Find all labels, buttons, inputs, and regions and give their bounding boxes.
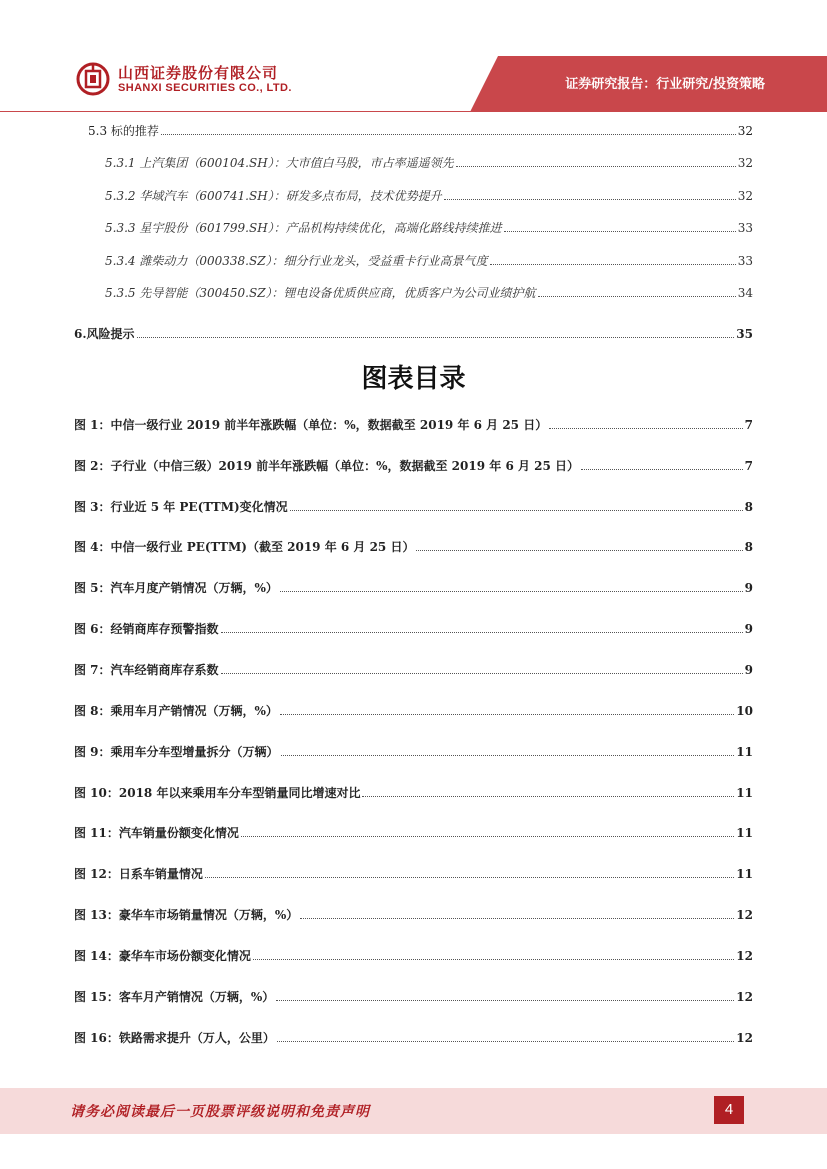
figure-entry-title: 图 6：经销商库存预警指数 <box>74 622 219 636</box>
leader-dots <box>253 959 734 960</box>
figure-entry-title: 图 4：中信一级行业 PE(TTM)（截至 2019 年 6 月 25 日） <box>74 540 415 554</box>
leader-dots <box>277 1041 734 1042</box>
disclaimer-notice: 请务必阅读最后一页股票评级说明和免责声明 <box>70 1104 370 1120</box>
figure-entry[interactable] <box>74 865 753 882</box>
toc-entry-title: 5.3.3 星宇股份（601799.SH）：产品机构持续优化，高端化路线持续推进 <box>105 221 502 235</box>
figure-entry-title: 图 9：乘用车分车型增量拆分（万辆） <box>74 745 279 759</box>
figure-entry-page: 8 <box>744 540 753 554</box>
figure-entry-title: 图 14：豪华车市场份额变化情况 <box>74 949 251 963</box>
figure-entry[interactable] <box>74 743 753 760</box>
toc-entry[interactable] <box>105 219 753 236</box>
page-footer <box>0 1088 827 1134</box>
figure-entry[interactable] <box>74 457 753 474</box>
figures-heading: 图表目录 <box>361 364 466 394</box>
figure-entry[interactable] <box>74 702 753 719</box>
page-number: 4 <box>714 1096 744 1124</box>
figure-entry[interactable] <box>74 661 753 678</box>
figure-entry-page: 12 <box>736 990 753 1004</box>
toc-entry-page: 32 <box>737 124 753 138</box>
toc-entry[interactable] <box>88 122 753 139</box>
figure-entry-title: 图 5：汽车月度产销情况（万辆，%） <box>74 581 278 595</box>
figure-entry-title: 图 13：豪华车市场销量情况（万辆，%） <box>74 908 299 922</box>
figure-entry[interactable] <box>74 416 753 433</box>
figure-entry-page: 12 <box>736 1031 753 1045</box>
toc-entry-page: 33 <box>737 221 753 235</box>
company-logo-icon <box>76 62 110 96</box>
figure-entry-page: 7 <box>744 459 753 473</box>
figure-entry[interactable] <box>74 988 753 1005</box>
toc-entry-page: 32 <box>737 189 753 203</box>
figure-entry[interactable] <box>74 906 753 923</box>
leader-dots <box>416 550 742 551</box>
figure-entry-title: 图 12：日系车销量情况 <box>74 867 203 881</box>
leader-dots <box>290 510 743 511</box>
leader-dots <box>280 591 743 592</box>
figure-entry-title: 图 16：铁路需求提升（万人，公里） <box>74 1031 275 1045</box>
figure-entry-page: 10 <box>736 704 753 718</box>
figure-entry-page: 11 <box>736 826 753 840</box>
figure-entry-title: 图 3：行业近 5 年 PE(TTM)变化情况 <box>74 500 288 514</box>
figure-entry-title: 图 15：客车月产销情况（万辆，%） <box>74 990 275 1004</box>
figure-entry-page: 9 <box>744 581 753 595</box>
figure-entry[interactable] <box>74 947 753 964</box>
toc-entry-title: 5.3.5 先导智能（300450.SZ）：锂电设备优质供应商，优质客户为公司业绩护航 <box>105 286 536 300</box>
leader-dots <box>221 673 743 674</box>
leader-dots <box>549 428 742 429</box>
toc-entry[interactable] <box>105 154 753 171</box>
figure-entry-title: 图 8：乘用车月产销情况（万辆，%） <box>74 704 278 718</box>
figure-entry[interactable] <box>74 579 753 596</box>
header-banner <box>0 0 827 112</box>
toc-entry-title: 5.3.1 上汽集团（600104.SH）：大市值白马股，市占率遥遥领先 <box>105 156 454 170</box>
toc-entry-page: 34 <box>737 286 753 300</box>
figure-entry-page: 7 <box>744 418 753 432</box>
toc-entry-title: 5.3 标的推荐 <box>88 124 159 138</box>
toc-entry[interactable] <box>105 187 753 204</box>
company-name-cn: 山西证券股份有限公司 <box>118 64 279 82</box>
figure-entry[interactable] <box>74 824 753 841</box>
figure-entry-page: 11 <box>736 745 753 759</box>
figure-entry[interactable] <box>74 538 753 555</box>
toc-entry-page: 32 <box>737 156 753 170</box>
toc-entry-page: 35 <box>736 327 753 341</box>
toc-entry-title: 5.3.2 华域汽车（600741.SH）：研发多点布局，技术优势提升 <box>105 189 442 203</box>
figure-entry-page: 11 <box>736 867 753 881</box>
leader-dots <box>276 1000 734 1001</box>
figure-entry[interactable] <box>74 1029 753 1046</box>
figure-entry-title: 图 10：2018 年以来乘用车分车型销量同比增速对比 <box>74 786 361 800</box>
toc-entry[interactable] <box>74 325 753 342</box>
leader-dots <box>456 166 736 167</box>
leader-dots <box>137 337 735 338</box>
leader-dots <box>504 231 736 232</box>
leader-dots <box>280 714 734 715</box>
toc-entry-page: 33 <box>737 254 753 268</box>
leader-dots <box>538 296 736 297</box>
leader-dots <box>161 134 736 135</box>
report-type-label: 证券研究报告：行业研究/投资策略 <box>565 77 765 92</box>
leader-dots <box>444 199 736 200</box>
toc-entry[interactable] <box>105 252 753 269</box>
figure-entry-page: 12 <box>736 908 753 922</box>
figure-entry-page: 8 <box>744 500 753 514</box>
leader-dots <box>281 755 735 756</box>
figure-entry[interactable] <box>74 784 753 801</box>
page-header <box>0 0 827 112</box>
figure-entry-title: 图 7：汽车经销商库存系数 <box>74 663 219 677</box>
figure-entry-title: 图 11：汽车销量份额变化情况 <box>74 826 239 840</box>
leader-dots <box>300 918 734 919</box>
figure-entry-page: 12 <box>736 949 753 963</box>
figure-entry[interactable] <box>74 498 753 515</box>
figure-entry-page: 11 <box>736 786 753 800</box>
leader-dots <box>241 836 734 837</box>
leader-dots <box>490 264 736 265</box>
leader-dots <box>221 632 743 633</box>
toc-entry[interactable] <box>105 284 753 301</box>
toc-entry-title: 5.3.4 潍柴动力（000338.SZ）：细分行业龙头，受益重卡行业高景气度 <box>105 254 488 268</box>
figure-entry-title: 图 1：中信一级行业 2019 前半年涨跌幅（单位：%，数据截至 2019 年 6 月 25 日） <box>74 418 548 432</box>
figure-entry-page: 9 <box>744 663 753 677</box>
figure-entry-page: 9 <box>744 622 753 636</box>
leader-dots <box>362 796 734 797</box>
toc-entry-title: 6.风险提示 <box>74 327 135 341</box>
figure-entry-title: 图 2：子行业（中信三级）2019 前半年涨跌幅（单位：%，数据截至 2019 年 6 月 25 日） <box>74 459 580 473</box>
leader-dots <box>205 877 734 878</box>
leader-dots <box>581 469 743 470</box>
company-name-en: SHANXI SECURITIES CO., LTD. <box>118 82 292 94</box>
figure-entry[interactable] <box>74 620 753 637</box>
